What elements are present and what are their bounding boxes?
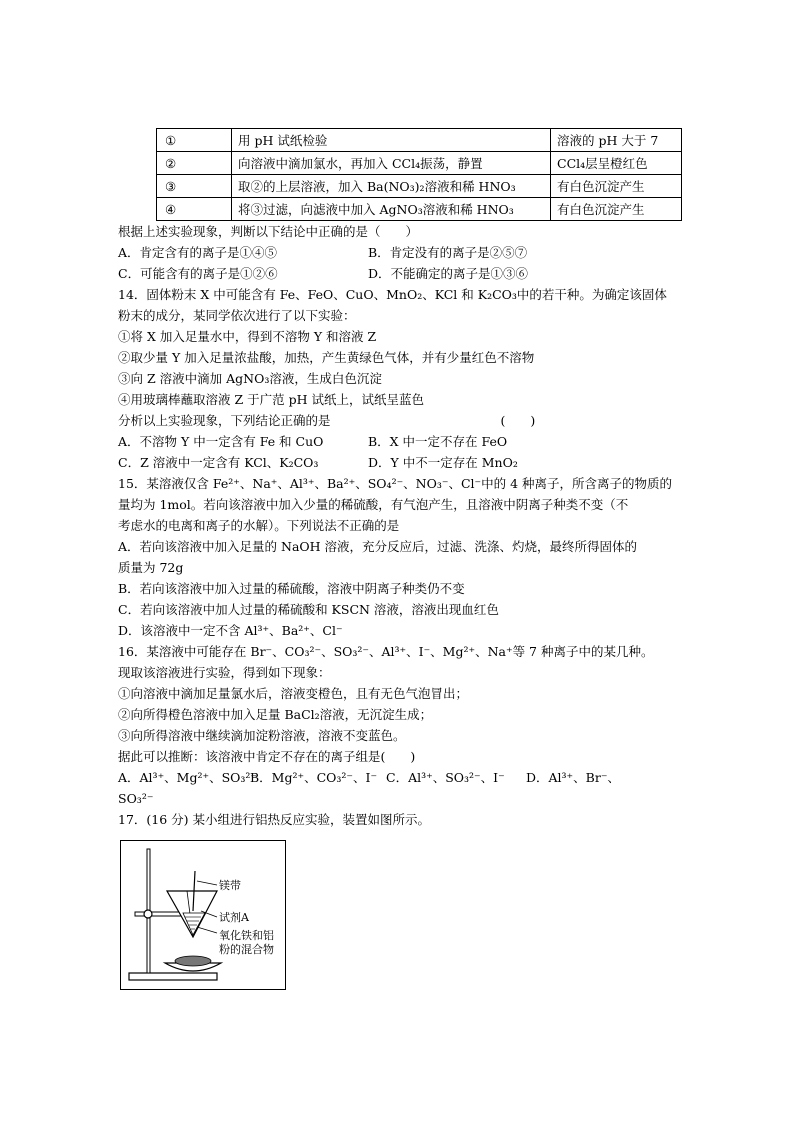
q14-option-a[interactable]: A．不溶物 Y 中一定含有 Fe 和 CuO	[118, 434, 324, 449]
q14-question	[118, 410, 678, 431]
q14-option-b[interactable]: B．X 中一定不存在 FeO	[368, 434, 508, 449]
q13-option-a[interactable]: A．肯定含有的离子是①④⑤	[118, 245, 278, 260]
q15-stem-line1: 15．某溶液仅含 Fe²⁺、Na⁺、Al³⁺、Ba²⁺、SO₄²⁻、NO₃⁻、Cl⁻中的 4 种离子，所含离子的物质的	[118, 476, 673, 491]
table-cell-result: 溶液的 pH 大于 7	[551, 129, 682, 152]
q14-ask: 分析以上实验现象，下列结论正确的是	[118, 413, 331, 428]
q14-step-1: ①将 X 加入足量水中，得到不溶物 Y 和溶液 Z	[118, 329, 377, 344]
q16-question: 据此可以推断：该溶液中肯定不存在的离子组是( )	[118, 749, 416, 764]
q16-option-d[interactable]: D．Al³⁺、Br⁻、	[526, 770, 620, 785]
clamp-knob	[144, 910, 152, 918]
q15-option-b[interactable]: B．若向该溶液中加入过量的稀硫酸，溶液中阴离子种类仍不变	[118, 581, 465, 596]
q13-option-c[interactable]: C．可能含有的离子是①②⑥	[118, 266, 278, 281]
table-cell-step: 将③过滤，向滤液中加入 AgNO₃溶液和稀 HNO₃	[232, 198, 551, 221]
q16-stem-line2: 现取该溶液进行实验，得到如下现象：	[118, 665, 331, 680]
q13-options-cd	[118, 263, 678, 284]
q15-option-a-line1[interactable]: A．若向该溶液中加入足量的 NaOH 溶液，充分反应后，过滤、洗涤、灼烧，最终所得固体的	[118, 539, 638, 554]
table-cell-num: ④	[157, 198, 232, 221]
q14-step-3: ③向 Z 溶液中滴加 AgNO₃溶液，生成白色沉淀	[118, 371, 382, 386]
label-mixture-line2: 粉的混合物	[219, 943, 274, 956]
table-cell-step: 向溶液中滴加氯水，再加入 CCl₄振荡，静置	[232, 152, 551, 175]
table-row	[157, 129, 682, 152]
apparatus-drawing	[121, 841, 285, 989]
q15-stem-line3: 考虑水的电离和离子的水解）。下列说法不正确的是	[118, 518, 400, 533]
table-cell-num: ①	[157, 129, 232, 152]
document-page	[118, 128, 678, 830]
stand-base	[129, 973, 217, 980]
q14-answer-blank: ( )	[500, 413, 536, 428]
q13-option-b[interactable]: B．肯定没有的离子是②⑤⑦	[368, 245, 528, 260]
table-cell-result: CCl₄层呈橙红色	[551, 152, 682, 175]
q16-step-3: ③向所得溶液中继续滴加淀粉溶液，溶液不变蓝色。	[118, 728, 406, 743]
q13-option-d[interactable]: D．不能确定的离子是①③⑥	[368, 266, 529, 281]
label-mixture-line1: 氧化铁和铝	[219, 929, 274, 942]
q15-option-c[interactable]: C．若向该溶液中加人过量的稀硫酸和 KSCN 溶液，溶液出现血红色	[118, 602, 499, 617]
q14-options-ab	[118, 431, 678, 452]
label-magnesium: 镁带	[219, 879, 241, 892]
q13-options-ab	[118, 242, 678, 263]
q16-stem-line1: 16．某溶液中可能存在 Br⁻、CO₃²⁻、SO₃²⁻、Al³⁺、I⁻、Mg²⁺、Na⁺等 7 种离子中的某几种。	[118, 644, 654, 659]
q16-step-1: ①向溶液中滴加足量氯水后，溶液变橙色，且有无色气泡冒出；	[118, 686, 469, 701]
table-cell-step: 取②的上层溶液，加入 Ba(NO₃)₂溶液和稀 HNO₃	[232, 175, 551, 198]
q16-step-2: ②向所得橙色溶液中加入足量 BaCl₂溶液，无沉淀生成；	[118, 707, 433, 722]
q14-option-d[interactable]: D．Y 中不一定存在 MnO₂	[368, 455, 518, 470]
table-cell-result: 有白色沉淀产生	[551, 198, 682, 221]
q16-option-a[interactable]: A．Al³⁺、Mg²⁺、SO₃²⁻	[118, 770, 258, 785]
q14-step-2: ②取少量 Y 加入足量浓盐酸，加热，产生黄绿色气体，并有少量红色不溶物	[118, 350, 535, 365]
table-cell-num: ②	[157, 152, 232, 175]
label-reagent-a: 试剂A	[219, 911, 249, 924]
q16-options	[118, 767, 678, 788]
q14-stem-line2: 粉末的成分，某同学依次进行了以下实验：	[118, 308, 356, 323]
thermite-apparatus-figure	[120, 840, 286, 990]
q14-stem-line1: 14．固体粉末 X 中可能含有 Fe、FeO、CuO、MnO₂、KCl 和 K₂CO₃中的若干种。为确定该固体	[118, 287, 667, 302]
q15-option-a-line2: 质量为 72g	[118, 560, 184, 575]
table-cell-num: ③	[157, 175, 232, 198]
table-cell-result: 有白色沉淀产生	[551, 175, 682, 198]
q14-options-cd	[118, 452, 678, 473]
table-row	[157, 152, 682, 175]
q16-option-d-cont: SO₃²⁻	[118, 791, 154, 806]
q13-stem: 根据上述实验现象，判断以下结论中正确的是（ ）	[118, 224, 419, 239]
q14-step-4: ④用玻璃棒蘸取溶液 Z 于广范 pH 试纸上，试纸呈蓝色	[118, 392, 424, 407]
q14-option-c[interactable]: C．Z 溶液中一定含有 KCl、K₂CO₃	[118, 455, 319, 470]
q17-stem: 17．(16 分) 某小组进行铝热反应实验，装置如图所示。	[118, 812, 431, 827]
sand-in-dish	[175, 956, 211, 966]
q15-stem-line2: 量均为 1mol。若向该溶液中加入少量的稀硫酸，有气泡产生，且溶液中阴离子种类不变（不	[118, 497, 629, 512]
table-row	[157, 198, 682, 221]
table-row	[157, 175, 682, 198]
q15-option-d[interactable]: D．该溶液中一定不含 Al³⁺、Ba²⁺、Cl⁻	[118, 623, 343, 638]
experiment-table	[156, 128, 682, 221]
q16-option-c[interactable]: C．Al³⁺、SO₃²⁻、I⁻	[386, 770, 505, 785]
table-cell-step: 用 pH 试纸检验	[232, 129, 551, 152]
q16-option-b[interactable]: B．Mg²⁺、CO₃²⁻、I⁻	[250, 770, 378, 785]
